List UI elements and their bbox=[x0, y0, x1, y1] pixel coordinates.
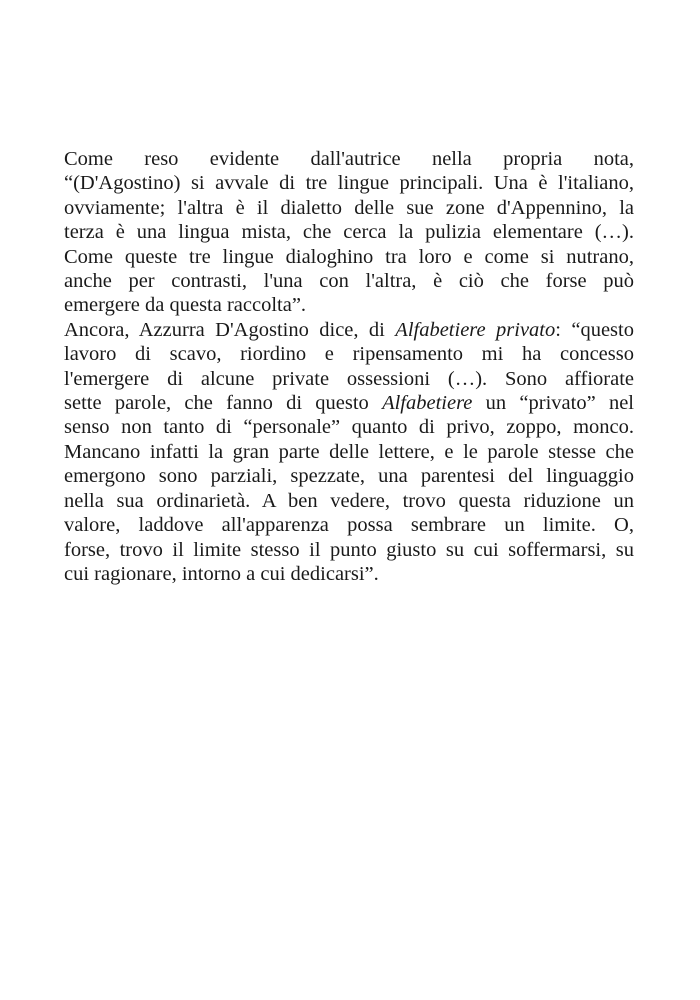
body-text bbox=[64, 147, 634, 586]
text-line bbox=[64, 391, 634, 415]
text-line: cui ragionare, intorno a cui dedicarsi”. bbox=[64, 562, 379, 585]
text-line: ovviamente; l'altra è il dialetto delle sue zone d'Appennino, la bbox=[64, 196, 634, 219]
text-run: sette parole, che fanno di questo bbox=[64, 392, 383, 415]
text-line: lavoro di scavo, riordino e ripensamento mi ha concesso bbox=[64, 343, 634, 366]
text-line: emergere da questa raccolta”. bbox=[64, 294, 307, 317]
book-title: Alfabetiere bbox=[382, 392, 473, 415]
paragraph-1 bbox=[64, 147, 634, 318]
text-line: Come reso evidente dall'autrice nella propria nota, bbox=[64, 148, 634, 170]
text-line: nella sua ordinarietà. A ben vedere, trovo questa riduzione un bbox=[64, 489, 634, 512]
book-title: Alfabetiere privato bbox=[395, 318, 556, 341]
text-line: l'emergere di alcune private ossessioni (…). Sono affiorate bbox=[64, 367, 634, 390]
text-line bbox=[64, 318, 634, 342]
text-line: anche per contrasti, l'una con l'altra, è ciò che forse può bbox=[64, 270, 634, 293]
text-line: valore, laddove all'apparenza possa sembrare un limite. O, bbox=[64, 514, 634, 537]
text-line: Mancano infatti la gran parte delle lettere, e le parole stesse che bbox=[64, 440, 634, 463]
text-line: “(D'Agostino) si avvale di tre lingue principali. Una è l'italiano, bbox=[64, 172, 634, 195]
text-line: senso non tanto di “personale” quanto di privo, zoppo, monco. bbox=[64, 416, 634, 439]
text-line: terza è una lingua mista, che cerca la pulizia elementare (…). bbox=[64, 221, 634, 244]
text-run: : “questo bbox=[555, 318, 634, 341]
text-run: un “privato” nel bbox=[472, 392, 634, 415]
text-line: Come queste tre lingue dialoghino tra loro e come si nutrano, bbox=[64, 245, 634, 268]
text-line: emergono sono parziali, spezzate, una parentesi del linguaggio bbox=[64, 465, 634, 488]
text-run: Ancora, Azzurra D'Agostino dice, di bbox=[64, 318, 396, 341]
paragraph-2 bbox=[64, 318, 634, 586]
text-line: forse, trovo il limite stesso il punto giusto su cui soffermarsi, su bbox=[64, 538, 634, 561]
